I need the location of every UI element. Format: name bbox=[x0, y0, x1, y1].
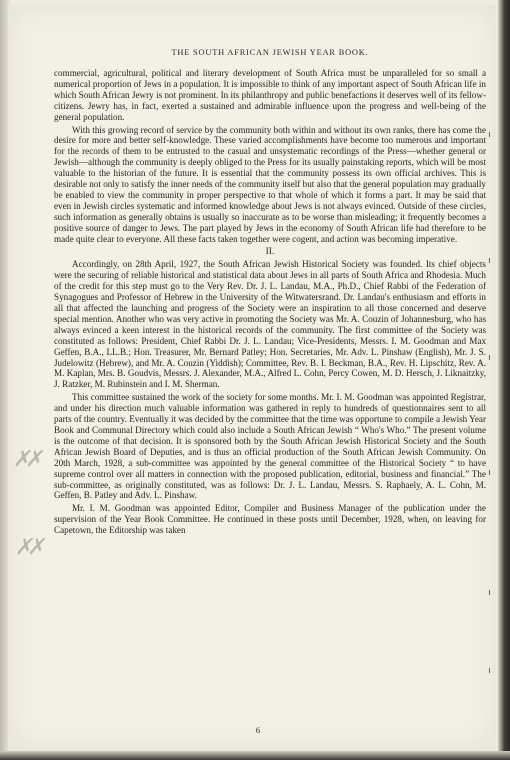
margin-tick-icon bbox=[485, 668, 490, 673]
page-number: 6 bbox=[255, 725, 261, 735]
margin-tick-icon bbox=[485, 132, 490, 137]
running-head: THE SOUTH AFRICAN JEWISH YEAR BOOK. bbox=[171, 48, 369, 57]
margin-tick-icon bbox=[485, 355, 490, 360]
margin-tick-icon bbox=[485, 470, 490, 475]
margin-tick-icon bbox=[485, 590, 490, 595]
pencil-mark-icon: ✗✗ bbox=[11, 447, 42, 472]
paragraph-4: This committee sustained the work of the society for some months. Mr. I. M. Goodman was appointed Registrar, and under his direction much valuable information was gathered in reply to hundreds of questionnaires sent to all parts of the country. Eventually it was decided by the committee that the time was opportune to compile a Jewish Year Book and Communal Directory which could also include a South African Jewish “ Who's Who.” The present volume is the outcome of that decision. It is sponsored both by the South African Jewish Historical Society and the South African Jewish Board of Deputies, and is thus an official production of the South African Jewish Community. On 20th March, 1928, a sub-committee was appointed by the general committee of the Historical Society “ to have supreme control over all matters in connection with the proposed publication, editorial, business and financial.” The sub-committee, as originally constituted, was as follows: Dr. J. L. Landau, Messrs. S. Raphaely, A. L. Cohn, M. Geffen, B. Patley and Adv. L. Pinshaw. bbox=[54, 392, 486, 501]
page-body bbox=[54, 68, 486, 536]
section-number: II. bbox=[265, 246, 275, 257]
margin-tick-icon bbox=[485, 258, 490, 263]
paragraph-3: Accordingly, on 28th April, 1927, the South African Jewish Historical Society was founded. Its chief objects were the securing of reliable historical and statistical data about Jews in all parts of South Africa and Rhodesia. Much of the credit for this step must go to the Very Rev. Dr. J. L. Landau, M.A., Ph.D., Chief Rabbi of the Federation of Synagogues and Professor of Hebrew in the University of the Witwatersrand. Dr. Landau's enthusiasm and efforts in all that affected the launching and progress of the Society were an inspiration to all those concerned and deserve special mention. Another who was very active in promoting the Society was Mr. A. Couzin of Johannesburg, who has always evinced a keen interest in the historical records of the community. The first committee of the Society was constituted as follows: President, Chief Rabbi Dr. J. L. Landau; Vice-Presidents, Messrs. I. M. Goodman and Max Geffen, B.A., LL.B.; Hon. Treasurer, Mr. Bernard Patley; Hon. Secretaries, Mr. Adv. L. Pinshaw (English), Mr. J. S. Judelowitz (Hebrew), and Mr. A. Couzin (Yiddish); Committee, Rev. B. I. Beckman, B.A., Rev. H. Lipschitz, Rev. A. M. Kaplan, Mrs. B. Goudvis, Messrs. J. Alexander, M.A., Alfred L. Cohn, Percy Cowen, M. D. Hersch, J. Liknaitzky, J. Ratzker, M. Rubinstein and I. M. Sherman. bbox=[54, 259, 486, 390]
paragraph-1: commercial, agricultural, political and literary development of South Africa must be unparalleled for so small a numerical proportion of Jews in a population. It is impossible to think of any important aspect of South African life in which South African Jewry is not prominent. In its philanthropy and public benefactions it deserves well of its fellow-citizens. Jewry has, in fact, exerted a sustained and admirable influence upon the progress and well-being of the general population. bbox=[54, 68, 486, 122]
page-edge-bottom bbox=[0, 751, 510, 760]
pencil-mark-icon: ✗✗ bbox=[13, 535, 44, 560]
paragraph-2: With this growing record of service by the community both within and without its own ranks, there has come the desire for more and better self-knowledge. These varied accomplishments have become too numerous and important for the records of them to be entrusted to the casual and unsystematic recordings of the Press—whether general or Jewish—although the community is deeply obliged to the Press for its usually painstaking reports, which will be most valuable to the historian of the future. It is essential that the community possess its own official archives. This is desirable not only to satisfy the inner needs of the community itself but also that the general population may gradually be enabled to view the community in proper perspective to that whole of which it forms a part. It may be said that even in Jewish circles systematic and informed knowledge about Jews is not always evinced. Outside of these circles, such information as generally obtains is usually so inaccurate as to be worse than misleading; it frequently becomes a positive source of danger to Jews. The part played by Jews in the economy of South African life had therefore to be made quite clear to everyone. All these facts taken together were cogent, and action was becoming imperative. bbox=[54, 124, 486, 244]
page-edge-right bbox=[498, 0, 510, 760]
paragraph-5: Mr. I. M. Goodman was appointed Editor, Compiler and Business Manager of the publication under the supervision of the Year Book Committee. He continued in these posts until December, 1928, when, on leaving for Capetown, the Editorship was taken bbox=[54, 503, 486, 536]
